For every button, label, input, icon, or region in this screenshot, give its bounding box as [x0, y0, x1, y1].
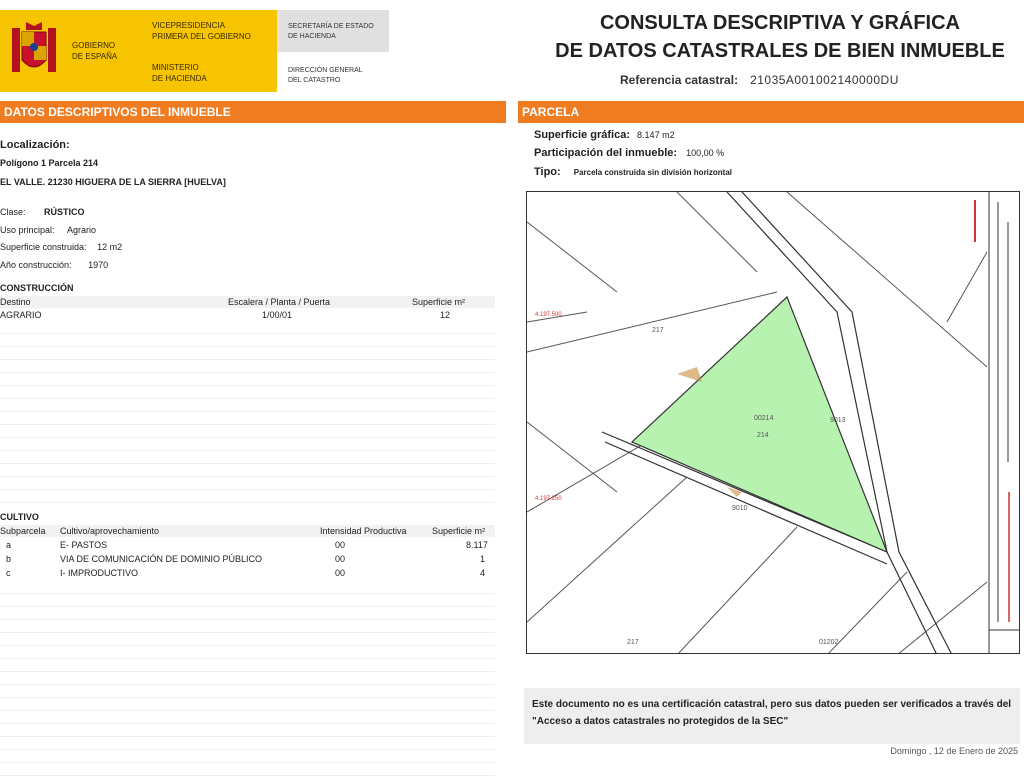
parcela-bar: PARCELA — [518, 101, 1024, 123]
construccion-cell-escalera: 1/00/01 — [262, 310, 293, 320]
cultivo-col-subparcela: Subparcela — [0, 526, 46, 536]
parcel-polygon[interactable] — [632, 297, 887, 552]
map-label: 9013 — [830, 417, 846, 424]
gobierno-text: GOBIERNO DE ESPAÑA — [72, 41, 118, 61]
referencia-catastral — [620, 73, 899, 87]
participacion-field — [534, 147, 724, 159]
construccion-col-escalera: Escalera / Planta / Puerta — [228, 297, 331, 307]
superficie-grafica-value: 8.147 m2 — [637, 130, 675, 140]
superficie-grafica-field — [534, 129, 675, 141]
superficie-grafica-label: Superficie gráfica: — [534, 129, 630, 141]
cultivo-cell: I- IMPRODUCTIVO — [60, 568, 138, 578]
cultivo-row — [0, 567, 495, 579]
clase-value: RÚSTICO — [44, 207, 85, 217]
tipo-field — [534, 166, 732, 178]
uso-value: Agrario — [67, 225, 97, 235]
coat-of-arms-icon — [8, 20, 60, 82]
map-label: 214 — [757, 432, 769, 439]
disclaimer-note: Este documento no es una certificación catastral, pero sus datos pueden ser verificados a través del "Acceso a datos catastrales no protegidos de la SEC" — [524, 688, 1020, 744]
construccion-cell-superficie: 12 — [440, 310, 451, 320]
document-date: Domingo , 12 de Enero de 2025 — [890, 746, 1018, 756]
construccion-col-superficie: Superficie m² — [412, 297, 466, 307]
direccion-text: DIRECCIÓN GENERAL DEL CATASTRO — [288, 67, 363, 84]
construccion-row — [0, 309, 495, 321]
superficie-label: Superficie construida: — [0, 242, 87, 252]
cadastral-map[interactable] — [526, 191, 1020, 654]
vicepresidencia-text: VICEPRESIDENCIA PRIMERA DEL GOBIERNO — [152, 21, 251, 41]
cultivo-col-superficie: Superficie m² — [432, 526, 486, 536]
map-label: 00214 — [754, 415, 774, 422]
cultivo-cell: 00 — [335, 568, 346, 578]
construccion-title: CONSTRUCCIÓN — [0, 283, 74, 293]
referencia-label: Referencia catastral: — [620, 73, 739, 87]
localizacion-line1: Polígono 1 Parcela 214 — [0, 158, 99, 168]
clase-field — [0, 207, 85, 217]
superficie-construida-field — [0, 242, 122, 252]
cultivo-cell: E- PASTOS — [60, 540, 108, 550]
anio-value: 1970 — [88, 260, 109, 270]
participacion-value: 100,00 % — [686, 148, 725, 158]
localizacion-label: Localización: — [0, 139, 70, 151]
cultivo-empty-rows — [0, 581, 495, 776]
map-label: 217 — [652, 327, 664, 334]
uso-label: Uso principal: — [0, 225, 55, 235]
svg-text:4.197.250: 4.197.250 — [535, 496, 562, 502]
secretaria-text: SECRETARÍA DE ESTADO DE HACIENDA — [288, 23, 374, 40]
map-svg — [527, 192, 1020, 654]
ministerio-text: MINISTERIO DE HACIENDA — [152, 63, 207, 83]
cultivo-cell: 4 — [480, 568, 486, 578]
document-title-line1: CONSULTA DESCRIPTIVA Y GRÁFICA — [599, 12, 961, 34]
cultivo-row — [0, 553, 495, 565]
map-label: 01202 — [819, 639, 839, 646]
clase-label: Clase: — [0, 207, 26, 217]
map-label: 9010 — [732, 505, 748, 512]
cultivo-cell: 00 — [335, 540, 346, 550]
svg-text:4.197.500: 4.197.500 — [535, 312, 562, 318]
anio-construccion-field — [0, 260, 108, 270]
cultivo-cell: VIA DE COMUNICACIÓN DE DOMINIO PÚBLICO — [60, 554, 263, 564]
superficie-value: 12 m2 — [97, 242, 123, 252]
cultivo-cell: 8.117 — [466, 540, 488, 550]
cultivo-cell: c — [6, 568, 11, 578]
referencia-value: 21035A001002140000DU — [750, 73, 899, 87]
cultivo-header-row — [0, 525, 495, 537]
cultivo-cell: b — [6, 554, 12, 564]
datos-descriptivos-bar: DATOS DESCRIPTIVOS DEL INMUEBLE — [0, 101, 506, 123]
participacion-label: Participación del inmueble: — [534, 147, 678, 159]
cultivo-col-intensidad: Intensidad Productiva — [320, 526, 407, 536]
construccion-col-destino: Destino — [0, 297, 31, 307]
tipo-label: Tipo: — [534, 166, 561, 178]
cultivo-cell: a — [6, 540, 12, 550]
document-title-line2: DE DATOS CATASTRALES DE BIEN INMUEBLE — [555, 40, 1005, 62]
construccion-cell-destino: AGRARIO — [0, 310, 42, 320]
uso-field — [0, 225, 96, 235]
map-label: 217 — [627, 639, 639, 646]
localizacion-line2: EL VALLE. 21230 HIGUERA DE LA SIERRA [HUELVA] — [0, 177, 226, 187]
cultivo-cell: 1 — [480, 554, 486, 564]
cultivo-row — [0, 539, 495, 551]
construccion-empty-rows — [0, 321, 495, 503]
cultivo-cell: 00 — [335, 554, 346, 564]
tipo-value: Parcela construida sin división horizontal — [573, 168, 733, 177]
cultivo-col-cultivo: Cultivo/aprovechamiento — [60, 526, 160, 536]
cultivo-title: CULTIVO — [0, 512, 39, 522]
anio-label: Año construcción: — [0, 260, 72, 270]
construccion-header-row — [0, 296, 495, 308]
